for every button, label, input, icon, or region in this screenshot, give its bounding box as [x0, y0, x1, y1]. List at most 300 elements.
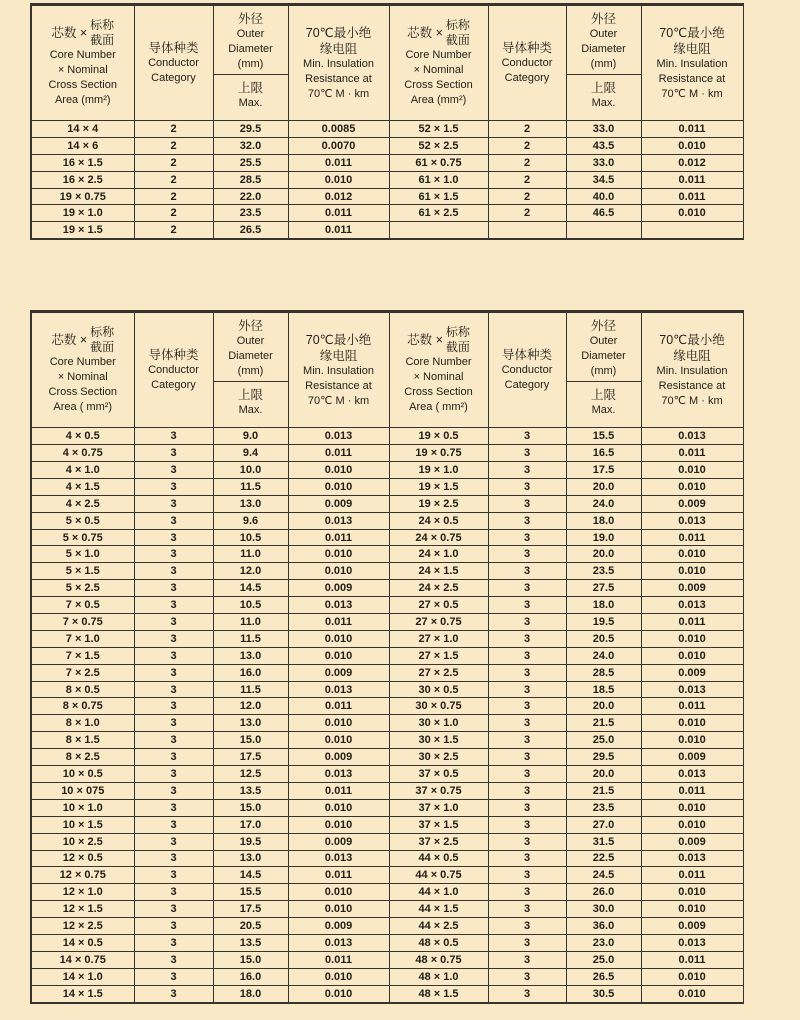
table-row	[31, 884, 743, 901]
table-cell: 17.5	[213, 749, 288, 766]
table-row	[31, 222, 743, 239]
table-cell: 0.010	[288, 985, 389, 1002]
table-cell: 3	[134, 816, 213, 833]
table-row	[31, 732, 743, 749]
table-cell: 37 × 1.5	[389, 816, 488, 833]
table-cell: 5 × 1.0	[31, 546, 134, 563]
table-cell: 13.0	[213, 715, 288, 732]
table-cell: 0.010	[288, 563, 389, 580]
table-cell: 3	[488, 968, 566, 985]
table-cell: 0.009	[288, 495, 389, 512]
table-cell: 3	[134, 951, 213, 968]
table-cell: 24 × 0.5	[389, 512, 488, 529]
table-cell: 3	[488, 495, 566, 512]
table-cell: 44 × 0.5	[389, 850, 488, 867]
table-cell: 2	[134, 154, 213, 171]
outer-diameter-column-header: 外径 Outer Diameter (mm) 上限 Max.	[566, 312, 641, 428]
table-row	[31, 681, 743, 698]
table-cell: 3	[488, 867, 566, 884]
table-cell: 3	[488, 934, 566, 951]
table-row	[31, 951, 743, 968]
table-cell: 19.5	[566, 614, 641, 631]
table-cell: 31.5	[566, 833, 641, 850]
table-cell: 3	[488, 782, 566, 799]
outer-diameter-column-header: 外径 Outer Diameter (mm) 上限 Max.	[213, 5, 288, 121]
table-cell: 30.0	[566, 901, 641, 918]
table-cell: 43.5	[566, 137, 641, 154]
table-cell: 0.009	[288, 580, 389, 597]
table-cell: 0.010	[288, 816, 389, 833]
table-cell: 24 × 1.0	[389, 546, 488, 563]
table-cell: 2	[488, 137, 566, 154]
table-cell: 61 × 1.0	[389, 171, 488, 188]
table-cell: 0.013	[288, 597, 389, 614]
table-row	[31, 478, 743, 495]
table-cell: 0.012	[641, 154, 743, 171]
table-row	[31, 445, 743, 462]
table-row	[31, 782, 743, 799]
table-cell: 8 × 0.75	[31, 698, 134, 715]
table-cell: 15.0	[213, 799, 288, 816]
table-row	[31, 850, 743, 867]
table-cell: 0.013	[641, 766, 743, 783]
table-cell: 24 × 1.5	[389, 563, 488, 580]
table-cell: 0.011	[641, 614, 743, 631]
table-row	[31, 205, 743, 222]
table-cell: 0.013	[288, 766, 389, 783]
conductor-category-column-header: 导体种类 Conductor Category	[134, 312, 213, 428]
table-cell: 12.0	[213, 563, 288, 580]
table-cell: 3	[134, 799, 213, 816]
insulation-resistance-column-header: 70℃最小绝 缘电阻 Min. Insulation Resistance at 70℃ M · km	[641, 5, 743, 121]
table-cell: 0.013	[641, 597, 743, 614]
table-cell: 0.010	[641, 630, 743, 647]
table-cell: 3	[134, 698, 213, 715]
table-cell: 0.010	[641, 985, 743, 1002]
table-cell: 8 × 0.5	[31, 681, 134, 698]
table-row	[31, 918, 743, 935]
table-cell: 15.0	[213, 732, 288, 749]
table-cell: 15.0	[213, 951, 288, 968]
table-cell: 8 × 1.5	[31, 732, 134, 749]
table-cell: 12.0	[213, 698, 288, 715]
table-cell: 0.010	[641, 901, 743, 918]
table-cell: 19 × 1.5	[31, 222, 134, 239]
table-cell: 11.5	[213, 630, 288, 647]
table-row	[31, 799, 743, 816]
table-cell: 7 × 1.5	[31, 647, 134, 664]
table-cell: 28.5	[213, 171, 288, 188]
table-cell: 24 × 0.75	[389, 529, 488, 546]
table-cell: 0.011	[288, 867, 389, 884]
table-cell: 26.5	[213, 222, 288, 239]
table-cell: 3	[488, 664, 566, 681]
table-cell: 24.0	[566, 647, 641, 664]
table-cell: 12 × 1.0	[31, 884, 134, 901]
table-cell: 3	[134, 529, 213, 546]
table-cell: 27 × 1.0	[389, 630, 488, 647]
table-cell: 4 × 0.75	[31, 445, 134, 462]
table-cell: 3	[134, 495, 213, 512]
table-cell: 4 × 0.5	[31, 428, 134, 445]
table-cell: 7 × 0.75	[31, 614, 134, 631]
table-cell: 0.013	[288, 428, 389, 445]
table-cell: 0.010	[641, 205, 743, 222]
table-cell: 0.009	[641, 664, 743, 681]
table-cell: 3	[134, 630, 213, 647]
table-cell: 3	[134, 462, 213, 479]
table-cell: 4 × 1.0	[31, 462, 134, 479]
table-cell: 2	[134, 222, 213, 239]
core-header-zh: 芯数 × 标称 截面	[51, 18, 115, 47]
table-cell: 52 × 2.5	[389, 137, 488, 154]
table-cell: 25.0	[566, 951, 641, 968]
table-cell: 15.5	[566, 428, 641, 445]
table-cell: 24.5	[566, 867, 641, 884]
table-row	[31, 462, 743, 479]
table-cell: 3	[134, 597, 213, 614]
cable-spec-table-category2	[30, 3, 744, 240]
table-cell: 0.011	[641, 782, 743, 799]
table-cell: 0.010	[641, 799, 743, 816]
table-cell: 0.011	[641, 867, 743, 884]
table-row	[31, 428, 743, 445]
table-cell: 33.0	[566, 121, 641, 138]
table-cell: 0.010	[288, 799, 389, 816]
table-cell: 0.010	[288, 884, 389, 901]
table-cell: 0.013	[641, 681, 743, 698]
table-cell: 40.0	[566, 188, 641, 205]
table-cell: 37 × 1.0	[389, 799, 488, 816]
table-cell: 18.0	[566, 512, 641, 529]
table-cell: 3	[134, 664, 213, 681]
table-cell: 27 × 2.5	[389, 664, 488, 681]
table-cell: 14 × 4	[31, 121, 134, 138]
table-cell: 48 × 1.5	[389, 985, 488, 1002]
table-cell: 27.0	[566, 816, 641, 833]
table-cell: 14 × 0.5	[31, 934, 134, 951]
diameter-max-subheader: 上限 Max.	[237, 81, 263, 109]
table-cell: 0.010	[641, 968, 743, 985]
cable-spec-table-category3	[30, 310, 744, 1003]
table-cell: 3	[488, 951, 566, 968]
table-cell: 3	[488, 850, 566, 867]
table-cell: 0.010	[641, 647, 743, 664]
table-cell: 29.5	[566, 749, 641, 766]
table-cell: 20.0	[566, 698, 641, 715]
table-cell: 10 × 2.5	[31, 833, 134, 850]
table-cell: 0.011	[288, 951, 389, 968]
table-cell: 3	[488, 816, 566, 833]
table-cell: 18.5	[566, 681, 641, 698]
table-cell: 29.5	[213, 121, 288, 138]
table-cell: 37 × 0.75	[389, 782, 488, 799]
table-cell: 11.0	[213, 546, 288, 563]
table-cell: 3	[488, 901, 566, 918]
table-cell: 3	[134, 681, 213, 698]
core-header-zh: 芯数 × 标称 截面	[51, 325, 115, 355]
table-cell: 10 × 0.5	[31, 766, 134, 783]
table-cell: 61 × 1.5	[389, 188, 488, 205]
table-cell: 12.5	[213, 766, 288, 783]
table-cell: 2	[488, 188, 566, 205]
table-cell: 0.011	[288, 445, 389, 462]
table-row	[31, 546, 743, 563]
table-cell: 30.5	[566, 985, 641, 1002]
table-cell: 3	[134, 445, 213, 462]
table-cell: 19 × 0.5	[389, 428, 488, 445]
table-cell: 3	[134, 715, 213, 732]
table-cell: 5 × 0.75	[31, 529, 134, 546]
table-cell: 52 × 1.5	[389, 121, 488, 138]
table-cell: 0.009	[641, 833, 743, 850]
table-cell: 3	[488, 445, 566, 462]
table-cell: 3	[134, 546, 213, 563]
table-cell: 3	[134, 985, 213, 1002]
table-row	[31, 664, 743, 681]
table-cell: 14 × 1.0	[31, 968, 134, 985]
table-cell: 0.010	[288, 171, 389, 188]
table-cell: 14 × 6	[31, 137, 134, 154]
table-cell: 12 × 1.5	[31, 901, 134, 918]
table-cell: 19 × 1.0	[389, 462, 488, 479]
table-row	[31, 985, 743, 1002]
table-cell: 3	[488, 681, 566, 698]
table-cell: 5 × 0.5	[31, 512, 134, 529]
table-row	[31, 698, 743, 715]
table-cell: 27 × 1.5	[389, 647, 488, 664]
table-cell: 30 × 0.75	[389, 698, 488, 715]
core-number-column-header: 芯数 × 标称 截面 Core Number × Nominal Cross Section Area (mm²)	[31, 5, 134, 121]
table-cell: 44 × 1.5	[389, 901, 488, 918]
table-cell: 20.5	[213, 918, 288, 935]
table-cell: 0.009	[641, 749, 743, 766]
table-cell: 2	[134, 137, 213, 154]
table-cell: 8 × 2.5	[31, 749, 134, 766]
insulation-resistance-column-header: 70℃最小绝 缘电阻 Min. Insulation Resistance at 70℃ M · km	[288, 312, 389, 428]
table-cell: 3	[488, 597, 566, 614]
table-cell: 10.5	[213, 597, 288, 614]
table-cell: 0.010	[288, 630, 389, 647]
table-row	[31, 137, 743, 154]
table-cell: 27 × 0.75	[389, 614, 488, 631]
table-cell: 0.013	[288, 934, 389, 951]
table-spacer	[30, 240, 800, 310]
conductor-category-column-header: 导体种类 Conductor Category	[488, 312, 566, 428]
table-cell: 16 × 2.5	[31, 171, 134, 188]
table-cell: 23.5	[566, 563, 641, 580]
table-cell: 12 × 0.5	[31, 850, 134, 867]
table-cell: 9.0	[213, 428, 288, 445]
table-cell: 13.5	[213, 934, 288, 951]
table-cell: 0.011	[641, 121, 743, 138]
table-cell: 0.013	[641, 850, 743, 867]
core-header-zh: 芯数 × 标称 截面	[407, 325, 470, 355]
table-cell: 0.010	[288, 901, 389, 918]
table-cell: 10.5	[213, 529, 288, 546]
table-cell: 48 × 0.75	[389, 951, 488, 968]
table-cell: 3	[488, 512, 566, 529]
table-row	[31, 934, 743, 951]
header-row	[31, 312, 743, 428]
table-cell: 21.5	[566, 715, 641, 732]
table-cell: 61 × 2.5	[389, 205, 488, 222]
table-cell: 0.009	[288, 749, 389, 766]
table-cell: 0.010	[288, 478, 389, 495]
table-cell: 28.5	[566, 664, 641, 681]
table-cell: 33.0	[566, 154, 641, 171]
table-cell: 14.5	[213, 867, 288, 884]
table-cell: 19 × 1.5	[389, 478, 488, 495]
table-cell: 3	[488, 799, 566, 816]
diameter-max-subheader: 上限 Max.	[237, 388, 263, 417]
insulation-resistance-column-header: 70℃最小绝 缘电阻 Min. Insulation Resistance at 70℃ M · km	[641, 312, 743, 428]
table-cell: 0.009	[288, 664, 389, 681]
table-cell: 20.5	[566, 630, 641, 647]
table-cell: 5 × 1.5	[31, 563, 134, 580]
table-row	[31, 563, 743, 580]
table-cell: 3	[134, 867, 213, 884]
table-cell: 14.5	[213, 580, 288, 597]
table-cell: 0.0085	[288, 121, 389, 138]
table-row	[31, 901, 743, 918]
table-cell: 0.011	[288, 222, 389, 239]
table-cell: 0.011	[641, 445, 743, 462]
table-cell: 3	[134, 918, 213, 935]
table-cell: 3	[134, 614, 213, 631]
table-cell: 3	[488, 580, 566, 597]
table-row	[31, 154, 743, 171]
table-cell: 30 × 0.5	[389, 681, 488, 698]
table-cell: 2	[134, 188, 213, 205]
table-cell: 3	[488, 546, 566, 563]
table-cell: 0.012	[288, 188, 389, 205]
table-cell: 17.0	[213, 816, 288, 833]
table-cell: 23.5	[213, 205, 288, 222]
table-cell: 0.010	[641, 732, 743, 749]
table-cell: 3	[488, 918, 566, 935]
table-row	[31, 715, 743, 732]
table-row	[31, 816, 743, 833]
table-cell: 44 × 0.75	[389, 867, 488, 884]
table-cell: 3	[488, 563, 566, 580]
table2-body	[31, 428, 743, 1003]
table-cell: 17.5	[566, 462, 641, 479]
table-cell: 10 × 1.5	[31, 816, 134, 833]
table-cell: 2	[488, 171, 566, 188]
table-cell: 0.011	[641, 698, 743, 715]
table-cell: 19 × 0.75	[31, 188, 134, 205]
core-number-column-header: 芯数 × 标称 截面 Core Number × Nominal Cross Section Area (mm²)	[389, 5, 488, 121]
core-header-zh: 芯数 × 标称 截面	[407, 18, 470, 47]
table-cell: 24.0	[566, 495, 641, 512]
table-cell: 0.010	[288, 462, 389, 479]
table1-body	[31, 121, 743, 240]
table-cell: 26.0	[566, 884, 641, 901]
core-number-column-header: 芯数 × 标称 截面 Core Number × Nominal Cross Section Area ( mm²)	[31, 312, 134, 428]
table-cell: 3	[134, 968, 213, 985]
table-cell: 0.010	[288, 546, 389, 563]
table-row	[31, 647, 743, 664]
table-cell: 3	[134, 732, 213, 749]
table-cell: 0.011	[288, 205, 389, 222]
table-cell: 2	[488, 121, 566, 138]
table-cell: 14 × 1.5	[31, 985, 134, 1002]
table-cell: 0.010	[288, 968, 389, 985]
table-cell: 20.0	[566, 546, 641, 563]
table-cell: 0.011	[288, 698, 389, 715]
table-row	[31, 630, 743, 647]
table-row	[31, 121, 743, 138]
table-cell: 23.0	[566, 934, 641, 951]
table-cell: 0.013	[641, 512, 743, 529]
table-cell: 0.010	[641, 884, 743, 901]
table-cell: 8 × 1.0	[31, 715, 134, 732]
table-cell: 0.011	[288, 529, 389, 546]
table-cell: 48 × 0.5	[389, 934, 488, 951]
table-cell: 3	[488, 529, 566, 546]
table-cell: 7 × 0.5	[31, 597, 134, 614]
table-cell: 0.011	[641, 529, 743, 546]
table-cell: 0.010	[288, 647, 389, 664]
table-cell: 32.0	[213, 137, 288, 154]
table-cell: 36.0	[566, 918, 641, 935]
table-cell: 3	[488, 478, 566, 495]
table-cell: 3	[134, 766, 213, 783]
table-cell: 30 × 2.5	[389, 749, 488, 766]
table-row	[31, 171, 743, 188]
table-cell: 0.009	[641, 495, 743, 512]
table-cell	[566, 222, 641, 239]
table-cell: 7 × 1.0	[31, 630, 134, 647]
core-number-column-header: 芯数 × 标称 截面 Core Number × Nominal Cross Section Area ( mm²)	[389, 312, 488, 428]
table-cell: 0.009	[288, 918, 389, 935]
insulation-resistance-column-header: 70℃最小绝 缘电阻 Min. Insulation Resistance at 70℃ M · km	[288, 5, 389, 121]
table-row	[31, 512, 743, 529]
table-row	[31, 188, 743, 205]
table-cell: 0.011	[641, 188, 743, 205]
diameter-max-subheader: 上限 Max.	[590, 388, 616, 417]
table-cell: 13.5	[213, 782, 288, 799]
table-row	[31, 749, 743, 766]
diameter-max-subheader: 上限 Max.	[590, 81, 616, 109]
table-cell: 4 × 2.5	[31, 495, 134, 512]
table-cell: 61 × 0.75	[389, 154, 488, 171]
table-cell: 3	[488, 833, 566, 850]
table-cell: 0.011	[641, 951, 743, 968]
table-cell: 3	[488, 462, 566, 479]
table-cell: 2	[488, 154, 566, 171]
table-cell: 27.5	[566, 580, 641, 597]
table-cell: 0.011	[288, 614, 389, 631]
table-cell: 4 × 1.5	[31, 478, 134, 495]
table-cell: 0.010	[641, 816, 743, 833]
table-cell: 3	[134, 934, 213, 951]
table-cell: 16.0	[213, 664, 288, 681]
table-cell: 0.013	[288, 681, 389, 698]
table-cell: 0.009	[641, 918, 743, 935]
table-cell: 0.013	[641, 428, 743, 445]
table-cell: 0.010	[641, 137, 743, 154]
table-cell: 13.0	[213, 647, 288, 664]
table-cell: 10.0	[213, 462, 288, 479]
table-row	[31, 766, 743, 783]
table-cell: 3	[134, 647, 213, 664]
table-cell: 3	[488, 614, 566, 631]
table-cell: 14 × 0.75	[31, 951, 134, 968]
table-cell: 3	[134, 850, 213, 867]
table-cell: 3	[134, 901, 213, 918]
